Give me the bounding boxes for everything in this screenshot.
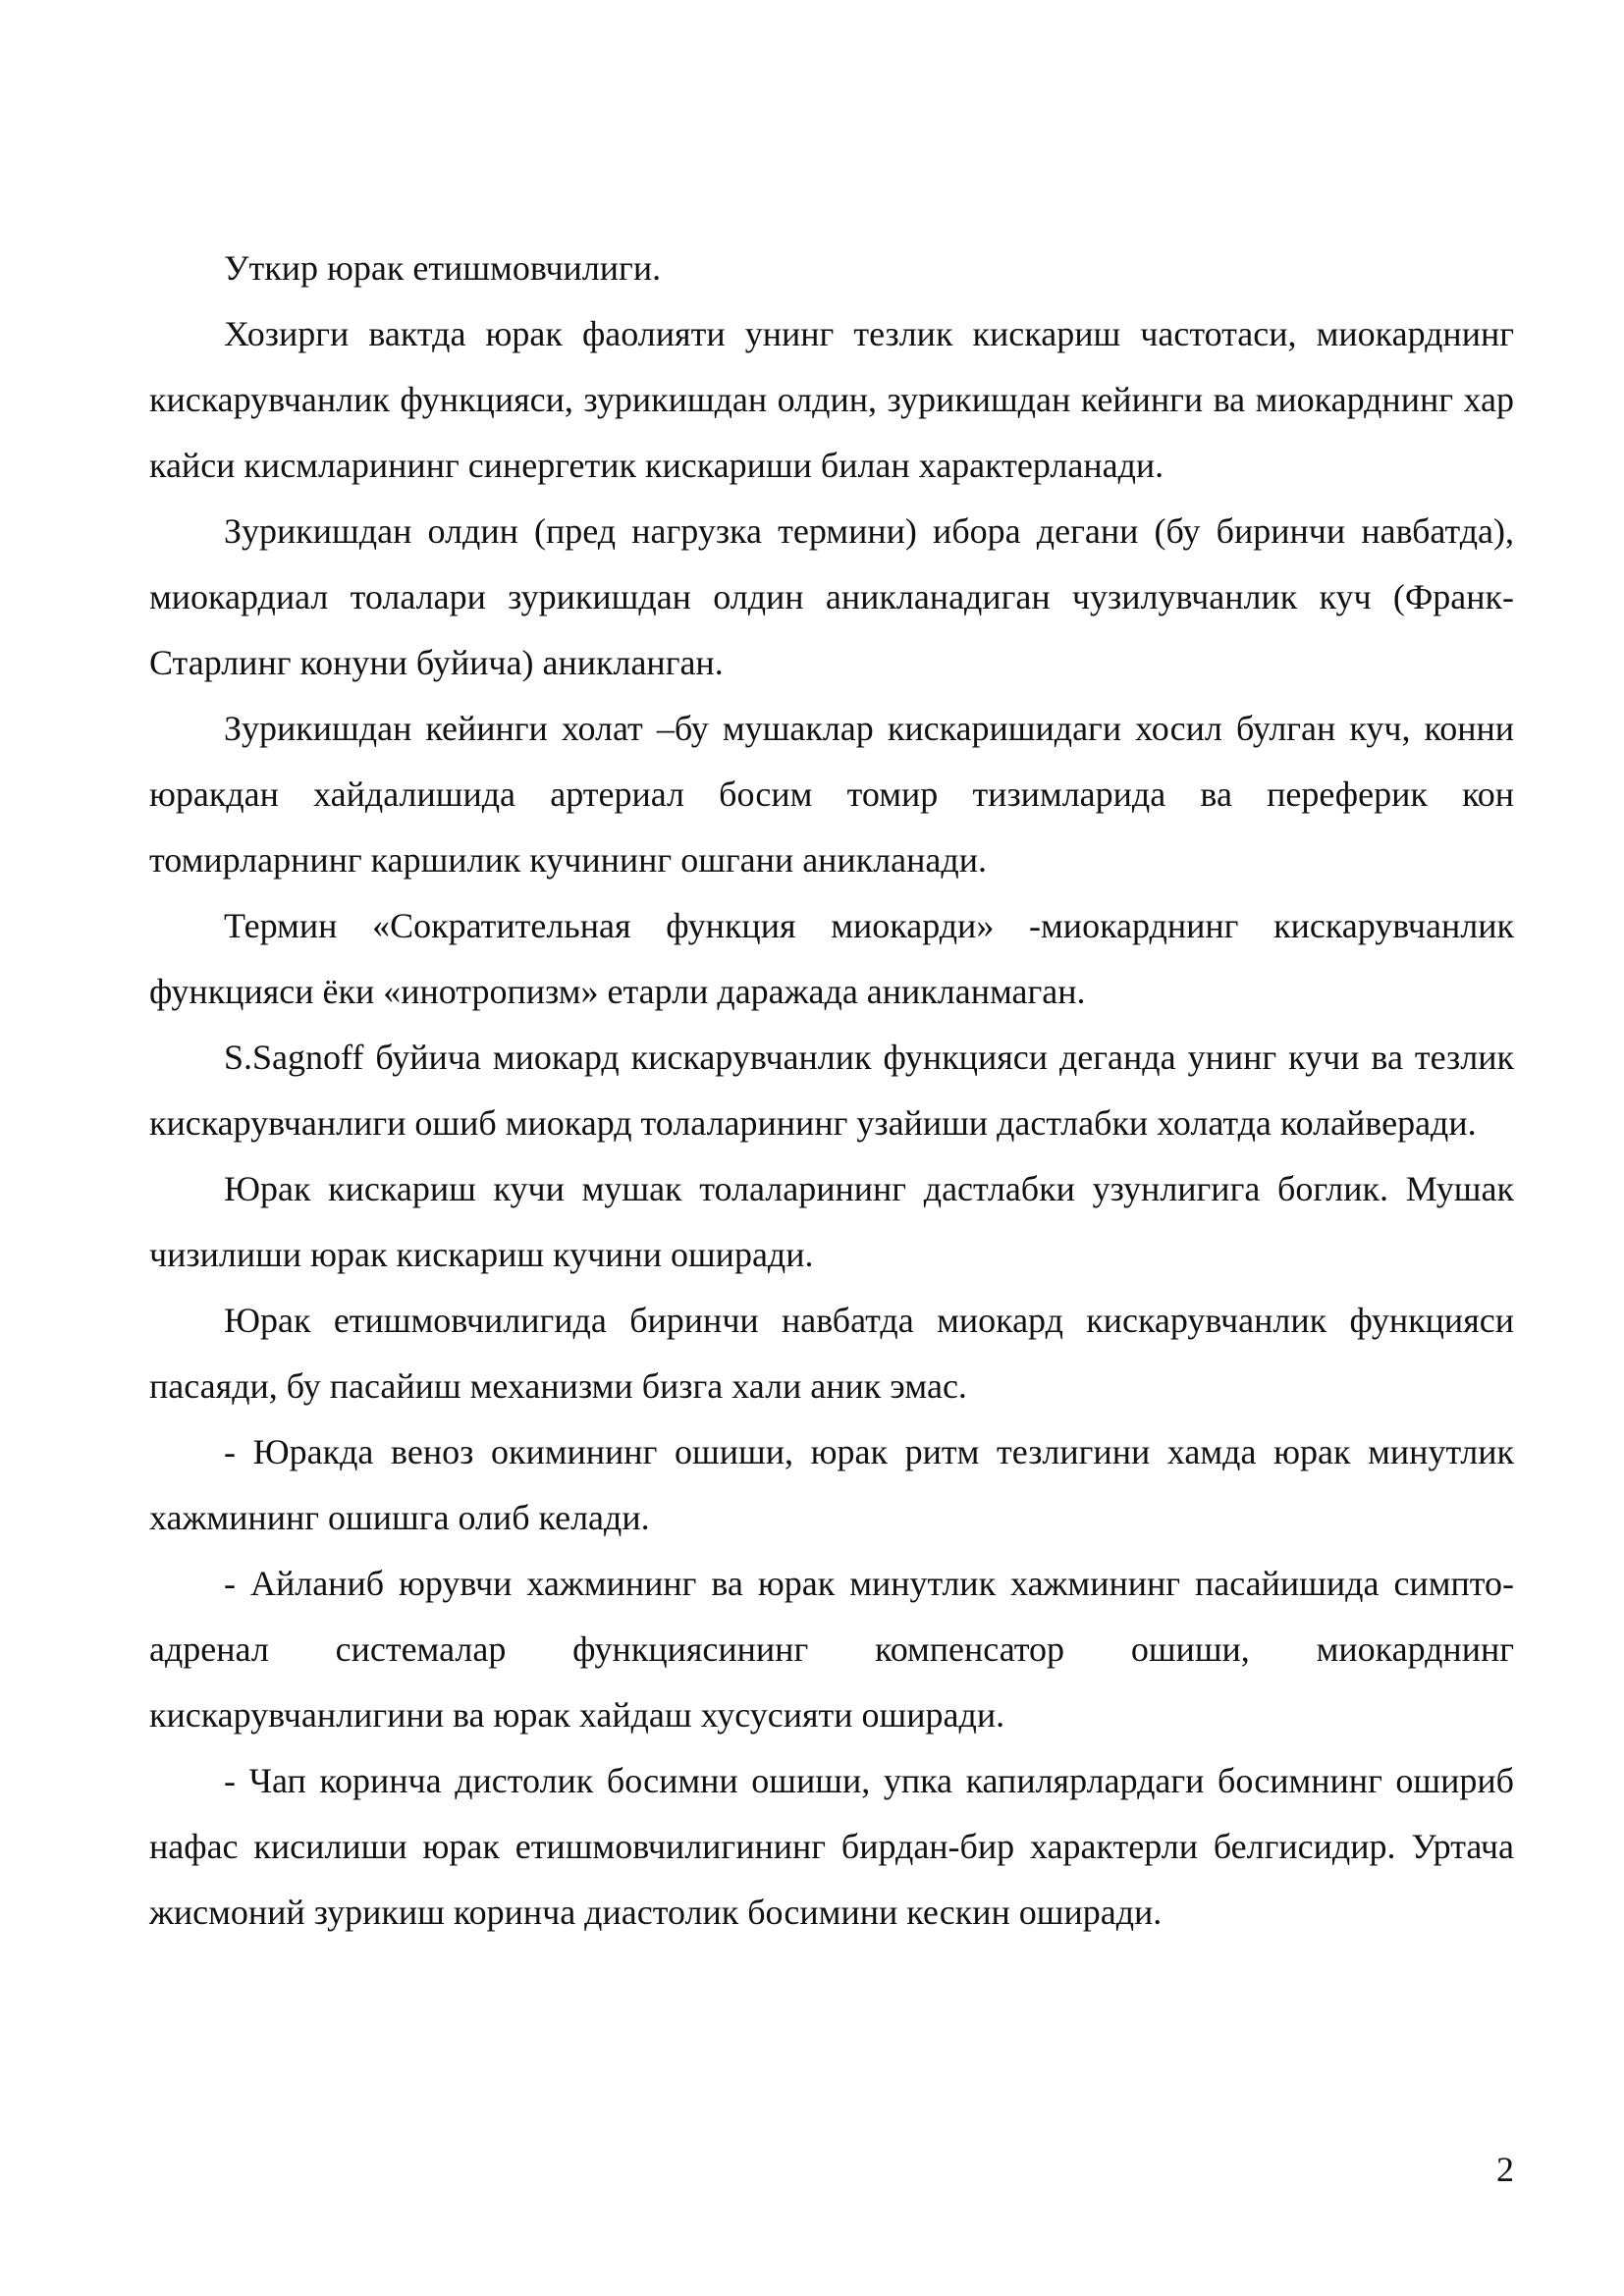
paragraph: - Чап коринча дистолик босимни ошиши, упка капилярлардаги босимнинг ошириб нафас кисилиши юрак етишмовчилигининг бирдан-бир характерли белгисидир. Уртача жисмоний зурикиш коринча диастолик босимини кескин оширади.: [149, 1761, 1514, 1932]
paragraph: S.Sagnoff буйича миокард кискарувчанлик функцияси деганда унинг кучи ва тезлик кискарувчанлиги ошиб миокард толаларининг узайиши дастлабки холатда колайверади.: [149, 1038, 1514, 1143]
paragraph: Юрак кискариш кучи мушак толаларининг дастлабки узунлигига боглик. Мушак чизилиши юрак кискариш кучини оширади.: [149, 1169, 1514, 1274]
paragraph: Зурикишдан кейинги холат –бу мушаклар кискаришидаги хосил булган куч, конни юракдан хайдалишида артериал босим томир тизимларида ва переферик кон томирларнинг каршилик кучининг ошгани аникланади.: [149, 709, 1514, 880]
paragraph: Термин «Сократительная функция миокарди» -миокарднинг кискарувчанлик функцияси ёки «инотропизм» етарли даражада аникланмаган.: [149, 906, 1514, 1011]
paragraph: - Айланиб юрувчи хажмининг ва юрак минутлик хажмининг пасайишида симпто-адренал системалар функциясининг компенсатор ошиши, миокарднинг кискарувчанлигини ва юрак хайдаш хусусияти оширади.: [149, 1564, 1514, 1735]
paragraph: Зурикишдан олдин (пред нагрузка термини) ибора дегани (бу биринчи навбатда), миокардиал толалари зурикишдан олдин аникланадиган чузилувчанлик куч (Франк-Старлинг конуни буйича) аникланган.: [149, 511, 1514, 682]
paragraph: Хозирги вактда юрак фаолияти унинг тезлик кискариш частотаси, миокарднинг кискарувчанлик функцияси, зурикишдан олдин, зурикишдан кейинги ва миокарднинг хар кайси кисмларининг синергетик кискариши билан характерланади.: [149, 314, 1514, 485]
paragraph: Юрак етишмовчилигида биринчи навбатда миокард кискарувчанлик функцияси пасаяди, бу пасайиш механизми бизга хали аник эмас.: [149, 1301, 1514, 1406]
page-number: 2: [1496, 2150, 1514, 2189]
document-page: [149, 236, 1514, 1946]
paragraph: - Юракда веноз окимининг ошиши, юрак ритм тезлигини хамда юрак минутлик хажмининг ошишга олиб келади.: [149, 1432, 1514, 1537]
section-title: Уткир юрак етишмовчилиги.: [224, 248, 662, 288]
